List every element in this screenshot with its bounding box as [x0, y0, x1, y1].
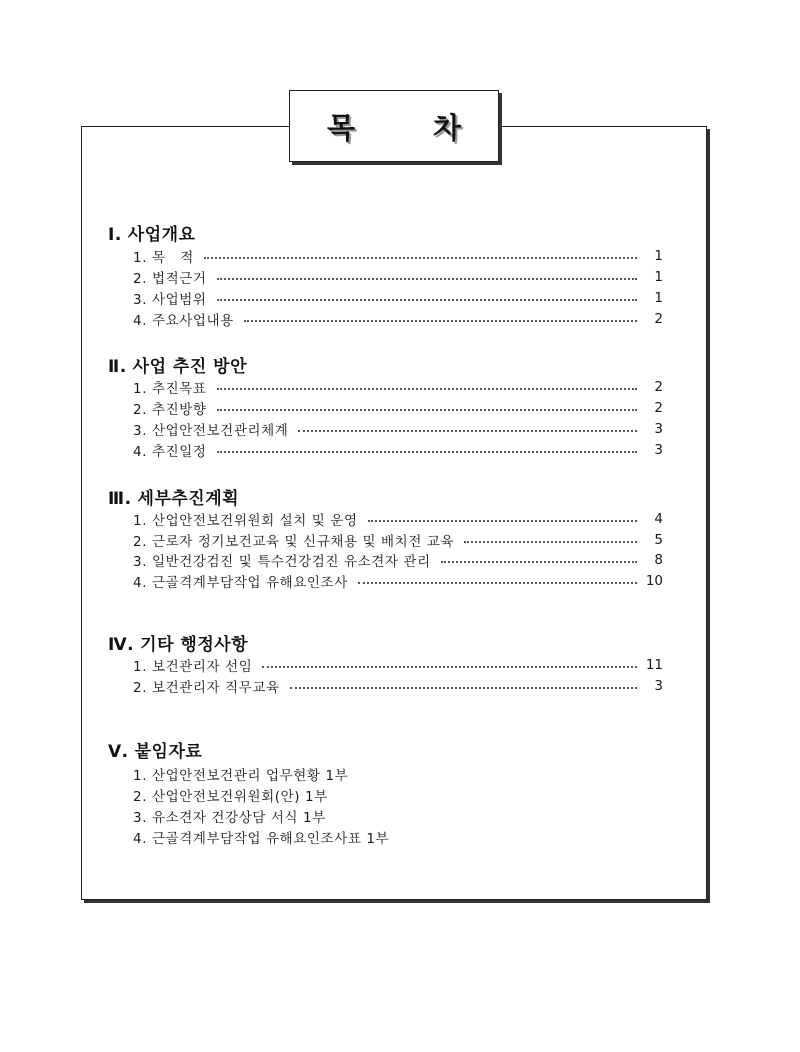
section-title: 사업 추진 방안	[132, 357, 248, 377]
dot-leader	[204, 257, 637, 259]
toc-item-page: 2	[654, 400, 663, 416]
section-title: 붙임자료	[134, 742, 203, 762]
toc-item	[133, 571, 663, 591]
toc-item	[133, 676, 663, 696]
section-title: 사업개요	[127, 225, 196, 245]
toc-item-label: 4. 주요사업내용	[133, 313, 234, 329]
toc-item-label: 4. 추진일정	[133, 444, 207, 460]
toc-item	[133, 309, 663, 329]
dot-leader	[217, 278, 637, 280]
dot-leader	[262, 666, 637, 668]
toc-item	[133, 419, 663, 439]
toc-item-label: 2. 보건관리자 직무교육	[133, 680, 280, 696]
toc-item-label: 3. 산업안전보건관리체계	[133, 423, 289, 439]
dot-leader	[441, 561, 637, 563]
dot-leader	[358, 582, 637, 584]
toc-item-label: 1. 목 적	[133, 250, 194, 266]
toc-item	[133, 267, 663, 287]
section-number: Ⅱ.	[108, 357, 127, 377]
toc-item	[133, 530, 663, 550]
toc-item	[133, 288, 663, 308]
section-title: 기타 행정사항	[140, 635, 249, 655]
dot-leader	[217, 451, 637, 453]
section-3-heading	[108, 484, 239, 509]
toc-item-page: 1	[654, 290, 663, 306]
toc-title-box	[289, 90, 499, 162]
section-number: Ⅲ.	[108, 489, 132, 509]
toc-item-page: 11	[645, 657, 663, 673]
section-4-heading	[108, 630, 248, 655]
toc-item-page: 5	[654, 532, 663, 548]
dot-leader	[464, 541, 637, 543]
toc-item-label: 2. 근로자 정기보건교육 및 신규채용 및 배치전 교육	[133, 534, 455, 550]
toc-item-page: 1	[654, 269, 663, 285]
section-5-heading	[108, 737, 202, 762]
toc-item	[133, 246, 663, 266]
page-title: 목 차	[326, 110, 496, 145]
dot-leader	[217, 299, 637, 301]
toc-item	[133, 377, 663, 397]
toc-item-label: 4. 근골격계부담작업 유해요인조사	[133, 575, 348, 591]
attachment-item: 1. 산업안전보건관리 업무현황 1부	[133, 768, 349, 784]
toc-item-label: 3. 사업범위	[133, 292, 207, 308]
dot-leader	[244, 320, 637, 322]
section-1-heading	[108, 220, 196, 245]
attachment-item: 2. 산업안전보건위원회(안) 1부	[133, 789, 328, 805]
toc-item	[133, 398, 663, 418]
toc-item-page: 3	[654, 421, 663, 437]
dot-leader	[298, 430, 637, 432]
toc-item-label: 2. 추진방향	[133, 402, 207, 418]
toc-item-page: 2	[654, 311, 663, 327]
section-number: Ⅰ.	[108, 225, 122, 245]
toc-item	[133, 440, 663, 460]
toc-item-label: 1. 추진목표	[133, 381, 207, 397]
toc-item-label: 3. 일반건강검진 및 특수건강검진 유소견자 관리	[133, 554, 431, 570]
toc-item-label: 2. 법적근거	[133, 271, 207, 287]
toc-item-page: 1	[654, 248, 663, 264]
section-number: Ⅳ.	[108, 635, 135, 655]
section-number: Ⅴ.	[108, 742, 129, 762]
dot-leader	[290, 687, 637, 689]
toc-item-page: 8	[654, 552, 663, 568]
toc-item-label: 1. 보건관리자 선임	[133, 659, 253, 675]
section-title: 세부추진계획	[137, 489, 240, 509]
dot-leader	[217, 409, 637, 411]
dot-leader	[368, 520, 637, 522]
attachment-item: 3. 유소견자 건강상담 서식 1부	[133, 810, 326, 826]
toc-item-page: 10	[645, 573, 663, 589]
attachment-item: 4. 근골격계부담작업 유해요인조사표 1부	[133, 831, 390, 847]
toc-item-page: 2	[654, 379, 663, 395]
toc-item	[133, 509, 663, 529]
toc-item-page: 3	[654, 442, 663, 458]
toc-item-label: 1. 산업안전보건위원회 설치 및 운영	[133, 513, 358, 529]
toc-item-page: 3	[654, 678, 663, 694]
dot-leader	[217, 388, 637, 390]
toc-item-page: 4	[654, 511, 663, 527]
section-2-heading	[108, 352, 247, 377]
toc-item	[133, 550, 663, 570]
toc-item	[133, 655, 663, 675]
